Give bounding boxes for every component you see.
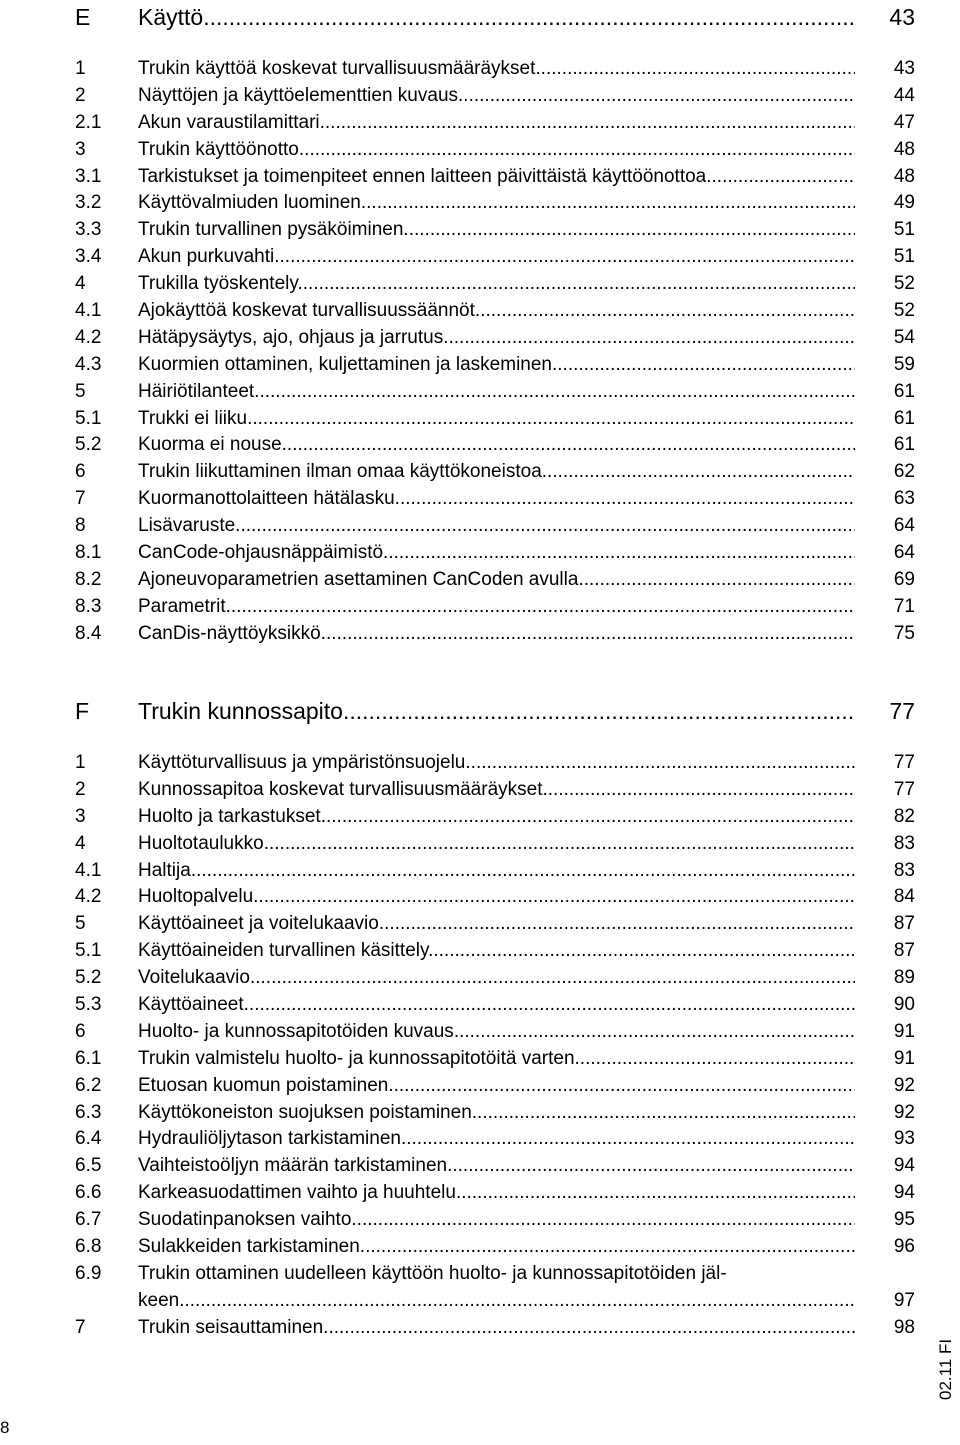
toc-entry[interactable] [75, 217, 915, 244]
toc-entry-page: 61 [893, 407, 915, 429]
section-letter: F [75, 698, 90, 724]
toc-entry[interactable] [75, 110, 915, 137]
toc-entry-page: 47 [893, 111, 915, 133]
dot-leader [379, 913, 855, 934]
dot-leader [226, 596, 855, 617]
dot-leader [253, 886, 855, 907]
dot-leader [247, 408, 855, 429]
toc-entry[interactable] [75, 1315, 915, 1342]
dot-leader [320, 112, 855, 133]
toc-entry[interactable] [75, 804, 915, 831]
toc-entry-page: 77 [893, 752, 915, 773]
toc-entry-number: 5.2 [75, 434, 102, 456]
toc-entry-page: 61 [893, 380, 915, 402]
toc-entry[interactable] [75, 379, 915, 406]
toc-entry-title: Huoltotaulukko [138, 832, 264, 854]
toc-entry-page: 92 [893, 1101, 915, 1123]
toc-entry-number: 3.2 [75, 192, 102, 214]
toc-entry-page: 75 [893, 622, 915, 644]
section-title: Trukin kunnossapito [138, 698, 343, 724]
toc-entry[interactable] [75, 352, 915, 379]
toc-entry-number: 4 [75, 273, 86, 295]
toc-entry-number: 2 [75, 778, 86, 800]
dot-leader [299, 139, 855, 160]
toc-entry-title: Käyttöaineiden turvallinen käsittely [138, 940, 429, 962]
toc-entry[interactable] [75, 244, 915, 271]
toc-entry-page: 94 [893, 1155, 915, 1177]
dot-leader [287, 434, 855, 455]
toc-entry-title: Haltija [138, 859, 191, 881]
dot-leader [475, 300, 855, 321]
toc-entry-number: 8.1 [75, 542, 102, 564]
toc-entry[interactable] [75, 911, 915, 938]
toc-entry[interactable] [75, 1180, 915, 1207]
toc-entry-title: Trukilla työskentely [138, 273, 298, 295]
toc-entry-page: 52 [893, 273, 915, 295]
toc-entry-page: 87 [893, 913, 915, 935]
toc-entry[interactable] [75, 1234, 915, 1261]
toc-entry[interactable] [75, 459, 915, 486]
toc-entry[interactable] [75, 621, 915, 648]
toc-entry-page: 87 [893, 940, 915, 962]
dot-leader [575, 1048, 855, 1069]
dot-leader [542, 461, 855, 482]
toc-entry-title: Trukki ei liiku [138, 407, 248, 429]
toc-entry-title: Käyttökoneiston suojuksen poistaminen [138, 1101, 472, 1123]
toc-entry-page: 91 [893, 1047, 915, 1069]
dot-leader [428, 940, 855, 961]
toc-entry-number: 8.4 [75, 622, 102, 644]
toc-entry-number: 8.2 [75, 568, 102, 590]
toc-entry-page: 89 [893, 967, 915, 989]
toc-entry[interactable] [75, 965, 915, 992]
toc-entry-number: 6.6 [75, 1182, 102, 1204]
toc-entry-page: 49 [893, 192, 915, 214]
toc-entry[interactable] [75, 1046, 915, 1073]
toc-entry-title: Käyttöaineet ja voitelukaavio [138, 913, 379, 935]
toc-entry-page: 51 [893, 219, 915, 241]
dot-leader [244, 994, 855, 1015]
toc-entry-number: 8 [75, 515, 86, 537]
toc-entry-title: Kuormanottolaitteen hätälasku [138, 488, 395, 510]
dot-leader [250, 967, 855, 988]
toc-entry-number: 4 [75, 832, 86, 854]
toc-entry-number: 4.1 [75, 859, 102, 881]
toc-entry[interactable] [75, 1261, 915, 1315]
toc-entry-title: Sulakkeiden tarkistaminen [138, 1236, 360, 1258]
toc-section-f [75, 696, 915, 1342]
toc-entry-title: Ajoneuvoparametrien asettaminen CanCoden avulla [138, 568, 579, 590]
dot-leader [542, 779, 855, 800]
toc-entry[interactable] [75, 432, 915, 459]
toc-entry[interactable] [75, 83, 915, 110]
toc-entry-page: 71 [893, 595, 915, 617]
toc-entry-title: Lisävaruste [138, 515, 236, 537]
toc-entry[interactable] [75, 938, 915, 965]
dot-leader [321, 806, 855, 827]
toc-entry-title: Etuosan kuomun poistaminen [138, 1074, 389, 1096]
toc-entry-number: 8.3 [75, 595, 102, 617]
dot-leader [535, 58, 855, 79]
toc-entry-title: CanDis-näyttöyksikkö [138, 622, 321, 644]
toc-entry-number: 6.8 [75, 1236, 102, 1258]
dot-leader [388, 1075, 855, 1096]
dot-leader [203, 4, 855, 30]
toc-entry-page: 94 [893, 1182, 915, 1204]
toc-entry-number: 5.1 [75, 940, 102, 962]
toc-entry-page: 69 [893, 568, 915, 590]
dot-leader [447, 1155, 855, 1176]
toc-entry[interactable] [75, 1073, 915, 1100]
toc-entry-title: Akun varaustilamittari [138, 111, 320, 133]
toc-entry[interactable] [75, 325, 915, 352]
dot-leader [395, 488, 855, 509]
document-code: 02.11 FI [936, 1338, 955, 1400]
dot-leader [351, 1209, 855, 1230]
toc-entry-number: 5.3 [75, 994, 102, 1016]
toc-entry-title: Karkeasuodattimen vaihto ja huuhtelu [138, 1182, 456, 1204]
toc-entry[interactable] [75, 750, 915, 777]
dot-leader [578, 569, 855, 590]
toc-entry-title: Trukin ottaminen uudelleen käyttöön huolto- ja kunnossapitotöiden jäl- [138, 1262, 727, 1284]
toc-entry-title: Trukin valmistelu huolto- ja kunnossapitotöitä varten [138, 1047, 575, 1069]
dot-leader [360, 1236, 855, 1257]
toc-entry-title: Parametrit [138, 595, 226, 617]
toc-entry-number: 1 [75, 752, 86, 773]
toc-entry-page: 43 [893, 58, 915, 79]
toc-entry-number: 2.1 [75, 111, 102, 133]
toc-entry-title: Näyttöjen ja käyttöelementtien kuvaus [138, 84, 459, 106]
toc-entry-title: Hydrauliöljytason tarkistaminen [138, 1128, 401, 1150]
toc-entry-page: 92 [893, 1074, 915, 1096]
dot-leader [179, 1290, 855, 1311]
toc-entry-page: 52 [893, 300, 915, 322]
toc-entry[interactable] [75, 271, 915, 298]
toc-entry-title: CanCode-ohjausnäppäimistö [138, 542, 384, 564]
toc-entry-number: 5 [75, 380, 86, 402]
toc-entry-page: 64 [893, 515, 915, 537]
toc-entry-title: Voitelukaavio [138, 967, 250, 989]
toc-entry[interactable] [75, 298, 915, 325]
dot-leader [264, 833, 855, 854]
dot-leader [401, 1128, 855, 1149]
dot-leader [254, 381, 855, 402]
dot-leader [321, 623, 855, 644]
toc-entry[interactable] [75, 190, 915, 217]
toc-entry-page: 48 [893, 165, 915, 187]
toc-entry[interactable] [75, 164, 915, 191]
toc-entry-number: 3.1 [75, 165, 102, 187]
toc-entry-number: 6.3 [75, 1101, 102, 1123]
toc-entry-page: 90 [893, 994, 915, 1016]
toc-entry-title: Huoltopalvelu [138, 886, 254, 908]
toc-list-f [75, 750, 915, 1342]
dot-leader [472, 1102, 855, 1123]
section-page: 77 [889, 698, 915, 724]
toc-entry-page: 97 [893, 1289, 915, 1311]
toc-entry-number: 5 [75, 913, 86, 935]
toc-entry-number: 4.1 [75, 300, 102, 322]
toc-entry-page: 77 [893, 778, 915, 800]
dot-leader [323, 1317, 855, 1338]
toc-entry[interactable] [75, 406, 915, 433]
toc-entry-number: 4.3 [75, 353, 102, 375]
toc-entry-page: 84 [893, 886, 915, 908]
toc-entry-number: 7 [75, 1316, 86, 1338]
toc-entry-page: 61 [893, 434, 915, 456]
toc-entry[interactable] [75, 777, 915, 804]
dot-leader [456, 1182, 855, 1203]
dot-leader [343, 698, 855, 724]
toc-entry-number: 1 [75, 58, 86, 79]
toc-entry[interactable] [75, 1100, 915, 1127]
toc-entry-page: 96 [893, 1236, 915, 1258]
toc-entry-title: Kunnossapitoa koskevat turvallisuusmääräykset [138, 778, 543, 800]
dot-leader [297, 273, 855, 294]
toc-entry-title: Hätäpysäytys, ajo, ohjaus ja jarrutus [138, 326, 444, 348]
dot-leader [706, 166, 855, 187]
toc-entry-page: 93 [893, 1128, 915, 1150]
toc-entry-title: Huolto- ja kunnossapitotöiden kuvaus [138, 1020, 454, 1042]
toc-entry[interactable] [75, 1019, 915, 1046]
toc-entry-title: Trukin seisauttaminen [138, 1316, 324, 1338]
dot-leader [235, 515, 855, 536]
toc-entry-number: 7 [75, 488, 86, 510]
toc-entry-number: 6 [75, 1020, 86, 1042]
section-heading [75, 2, 915, 32]
section-heading [75, 696, 915, 726]
toc-entry-page: 54 [893, 326, 915, 348]
toc-entry-page: 64 [893, 542, 915, 564]
toc-entry[interactable] [75, 1126, 915, 1153]
toc-entry-page: 98 [893, 1316, 915, 1338]
dot-leader [443, 327, 855, 348]
toc-entry-number: 6.4 [75, 1128, 102, 1150]
toc-list-e [75, 56, 915, 648]
section-title: Käyttö [138, 4, 204, 30]
toc-entry-page: 44 [893, 84, 915, 106]
toc-entry-page: 62 [893, 461, 915, 483]
toc-entry-title: Trukin turvallinen pysäköiminen [138, 219, 404, 241]
toc-entry-page: 82 [893, 805, 915, 827]
toc-entry-title: Käyttöturvallisuus ja ympäristönsuojelu [138, 752, 466, 773]
dot-leader [274, 246, 855, 267]
toc-entry-number: 6.1 [75, 1047, 102, 1069]
toc-entry-title: Häiriötilanteet [138, 380, 255, 402]
toc-entry-title: Ajokäyttöä koskevat turvallisuussäännöt [138, 300, 475, 322]
section-letter: E [75, 4, 91, 30]
toc-entry[interactable] [75, 486, 915, 513]
toc-entry-title: Kuorma ei nouse. [138, 434, 287, 456]
toc-entry-page: 91 [893, 1020, 915, 1042]
toc-entry-page: 83 [893, 859, 915, 881]
toc-entry-page: 95 [893, 1209, 915, 1231]
toc-entry-number: 4.2 [75, 326, 102, 348]
toc-entry-title-continued: keen [138, 1289, 180, 1311]
toc-entry[interactable] [75, 56, 915, 83]
toc-entry-number: 6 [75, 461, 86, 483]
toc-entry-number: 2 [75, 84, 86, 106]
toc-entry[interactable] [75, 1153, 915, 1180]
dot-leader [552, 354, 855, 375]
toc-entry-title: Akun purkuvahti [138, 246, 275, 268]
toc-entry[interactable] [75, 594, 915, 621]
toc-entry-number: 3.3 [75, 219, 102, 241]
section-page: 43 [889, 4, 915, 30]
toc-entry-title: Trukin käyttöönotto [138, 138, 299, 160]
toc-entry-title: Suodatinpanoksen vaihto [138, 1209, 352, 1231]
toc-entry-number: 5.2 [75, 967, 102, 989]
toc-entry-title: Kuormien ottaminen, kuljettaminen ja laskeminen [138, 353, 552, 375]
dot-leader [458, 85, 855, 106]
page-number: 8 [0, 1418, 10, 1437]
toc-entry[interactable] [75, 540, 915, 567]
toc-entry[interactable] [75, 831, 915, 858]
toc-entry-page: 63 [893, 488, 915, 510]
toc-entry-title: Huolto ja tarkastukset [138, 805, 321, 827]
toc-entry-number: 3.4 [75, 246, 102, 268]
toc-entry-title: Tarkistukset ja toimenpiteet ennen laitteen päivittäistä käyttöönottoa [138, 165, 707, 187]
toc-entry-page: 51 [893, 246, 915, 268]
toc-entry-page: 48 [893, 138, 915, 160]
toc-entry[interactable] [75, 884, 915, 911]
toc-section-e [75, 2, 915, 648]
toc-entry-number: 6.7 [75, 1209, 102, 1231]
toc-entry-number: 6.2 [75, 1074, 102, 1096]
toc-entry[interactable] [75, 513, 915, 540]
toc-entry[interactable] [75, 858, 915, 885]
toc-entry-title: Käyttöaineet [138, 994, 244, 1016]
dot-leader [465, 752, 855, 773]
toc-entry[interactable] [75, 567, 915, 594]
toc-entry[interactable] [75, 137, 915, 164]
toc-entry-page: 59 [893, 353, 915, 375]
toc-entry-number: 3 [75, 805, 86, 827]
toc-entry-number: 4.2 [75, 886, 102, 908]
toc-entry[interactable] [75, 1207, 915, 1234]
dot-leader [454, 1021, 855, 1042]
dot-leader [191, 860, 855, 881]
toc-entry-number: 6.9 [75, 1262, 102, 1284]
toc-entry-number: 5.1 [75, 407, 102, 429]
dot-leader [361, 192, 855, 213]
toc-entry-title: Trukin liikuttaminen ilman omaa käyttökoneistoa [138, 461, 542, 483]
toc-entry-number: 6.5 [75, 1155, 102, 1177]
toc-entry-page: 83 [893, 832, 915, 854]
toc-entry-number: 3 [75, 138, 86, 160]
dot-leader [383, 542, 855, 563]
toc-entry-title: Käyttövalmiuden luominen [138, 192, 361, 214]
dot-leader [403, 219, 855, 240]
toc-entry-title: Trukin käyttöä koskevat turvallisuusmääräykset [138, 58, 536, 79]
toc-entry-title: Vaihteistoöljyn määrän tarkistaminen [138, 1155, 448, 1177]
toc-entry[interactable] [75, 992, 915, 1019]
